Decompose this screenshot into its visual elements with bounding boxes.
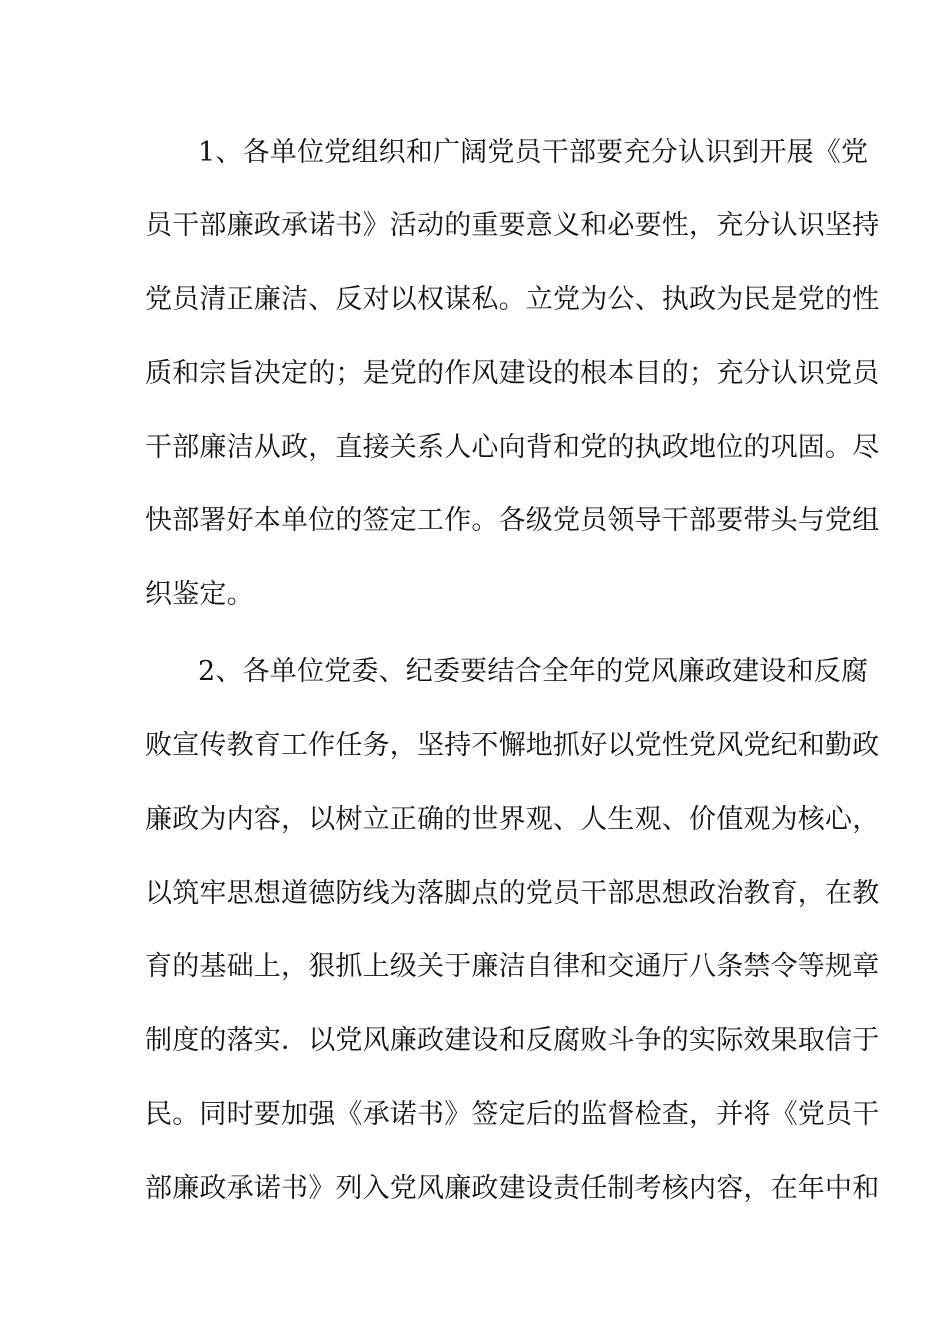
paragraph-1-line-1: 1、各单位党组织和广阔党员干部要充分认识到开展《党 (198, 137, 869, 168)
paragraph-1-line-4: 质和宗旨决定的；是党的作风建设的根本目的；充分认识党员 (145, 358, 880, 389)
paragraph-1-line-3: 党员清正廉洁、反对以权谋私。立党为公、执政为民是党的性 (145, 284, 880, 315)
paragraph-2-line-1: 2、各单位党委、纪委要结合全年的党风廉政建设和反腐 (198, 656, 869, 687)
paragraph-2-line-5: 育的基础上，狠抓上级关于廉洁自律和交通厅八条禁令等规章 (145, 951, 880, 982)
paragraph-2-line-2: 败宣传教育工作任务，坚持不懈地抓好以党性党风党纪和勤政 (145, 730, 880, 761)
paragraph-1-line-2: 员干部廉政承诺书》活动的重要意义和必要性，充分认识坚持 (145, 210, 880, 241)
paragraph-2-line-4: 以筑牢思想道德防线为落脚点的党员干部思想政治教育，在教 (145, 878, 880, 909)
paragraph-1-line-7: 织鉴定。 (145, 579, 254, 610)
paragraph-2-line-6: 制度的落实．以党风廉政建设和反腐败斗争的实际效果取信于 (145, 1025, 880, 1056)
paragraph-2-line-7: 民。同时要加强《承诺书》签定后的监督检查，并将《党员干 (145, 1099, 880, 1130)
paragraph-1-line-6: 快部署好本单位的签定工作。各级党员领导干部要带头与党组 (145, 505, 880, 536)
paragraph-2-line-3: 廉政为内容，以树立正确的世界观、人生观、价值观为核心， (145, 804, 880, 835)
paragraph-1-line-5: 干部廉洁从政，直接关系人心向背和党的执政地位的巩固。尽 (145, 432, 880, 463)
paragraph-2-line-8: 部廉政承诺书》列入党风廉政建设责任制考核内容，在年中和 (145, 1173, 880, 1204)
